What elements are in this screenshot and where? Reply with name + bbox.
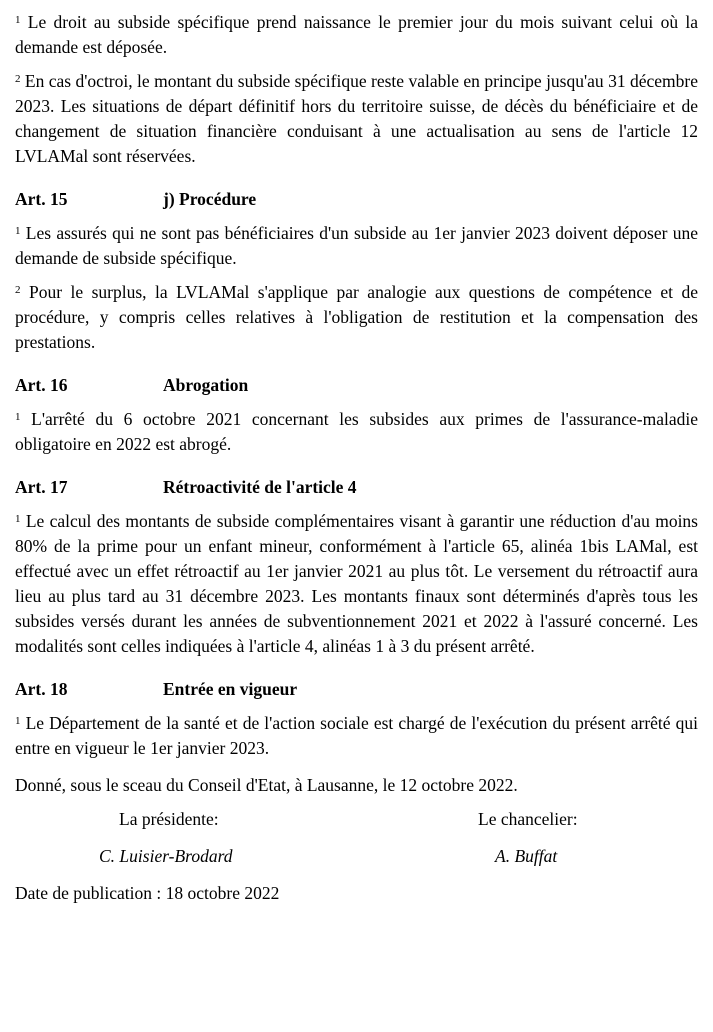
paragraph (15, 711, 698, 761)
article-title: Entrée en vigueur (163, 679, 298, 699)
paragraph-number: 1 (15, 513, 21, 525)
signature-roles (15, 807, 698, 832)
paragraph (15, 280, 698, 355)
president-role: La présidente: (119, 809, 219, 829)
paragraph-number: 2 (15, 284, 21, 296)
article-heading-18 (15, 677, 698, 702)
article-title: Abrogation (163, 375, 249, 395)
paragraph-number: 2 (15, 73, 21, 85)
article-heading-16 (15, 373, 698, 398)
paragraph-text: L'arrêté du 6 octobre 2021 concernant les subsides aux primes de l'assurance-maladie obligatoire en 2022 est abrogé. (15, 409, 698, 454)
paragraph-text: Le calcul des montants de subside complémentaires visant à garantir une réduction d'au moins 80% de la prime pour un enfant mineur, conformément à l'article 65, alinéa 1bis LAMal, est effectué avec un effet rétroactif au 1er janvier 2021 au plus tôt. Le versement du rétroactif aura lieu au plus tard au 31 décembre 2023. Les montants finaux sont déterminés d'après tous les subsides versés durant les années de subventionnement 2021 et 2022 à l'assuré concerné. Les modalités sont celles indiquées à l'article 4, alinéas 1 à 3 du présent arrêté. (15, 511, 698, 656)
paragraph (15, 509, 698, 659)
president-name: C. Luisier-Brodard (99, 846, 233, 866)
chancellor-name: A. Buffat (495, 846, 558, 866)
paragraph (15, 10, 698, 60)
article-heading-15 (15, 187, 698, 212)
publication-date: Date de publication : 18 octobre 2022 (15, 883, 280, 903)
article-title: Rétroactivité de l'article 4 (163, 477, 357, 497)
paragraph-text: Les assurés qui ne sont pas bénéficiaires d'un subside au 1er janvier 2023 doivent déposer une demande de subside spécifique. (15, 223, 698, 268)
paragraph (15, 407, 698, 457)
paragraph-number: 1 (15, 715, 21, 727)
article-number: Art. 16 (15, 375, 68, 395)
article-number: Art. 15 (15, 189, 68, 209)
given-line: Donné, sous le sceau du Conseil d'Etat, à Lausanne, le 12 octobre 2022. (15, 775, 518, 795)
chancellor-role: Le chancelier: (478, 809, 578, 829)
paragraph-text: En cas d'octroi, le montant du subside spécifique reste valable en principe jusqu'au 31 décembre 2023. Les situations de départ définitif hors du territoire suisse, de décès du bénéficiaire et de changement de situation financière conduisant à une actualisation au sens de l'article 12 LVLAMal sont réservées. (15, 71, 698, 166)
paragraph (15, 221, 698, 271)
paragraph-number: 1 (15, 411, 21, 423)
article-title: j) Procédure (163, 189, 257, 209)
signature-names (15, 844, 698, 869)
paragraph-text: Le Département de la santé et de l'action sociale est chargé de l'exécution du présent arrêté qui entre en vigueur le 1er janvier 2023. (15, 713, 698, 758)
paragraph-number: 1 (15, 14, 21, 26)
article-heading-17 (15, 475, 698, 500)
document-page (15, 10, 698, 906)
paragraph (15, 69, 698, 169)
paragraph-number: 1 (15, 225, 21, 237)
article-number: Art. 18 (15, 679, 68, 699)
paragraph-text: Le droit au subside spécifique prend naissance le premier jour du mois suivant celui où la demande est déposée. (15, 12, 698, 57)
paragraph-text: Pour le surplus, la LVLAMal s'applique par analogie aux questions de compétence et de procédure, y compris celles relatives à l'obligation de restitution et la compensation des prestations. (15, 282, 698, 352)
article-number: Art. 17 (15, 477, 68, 497)
